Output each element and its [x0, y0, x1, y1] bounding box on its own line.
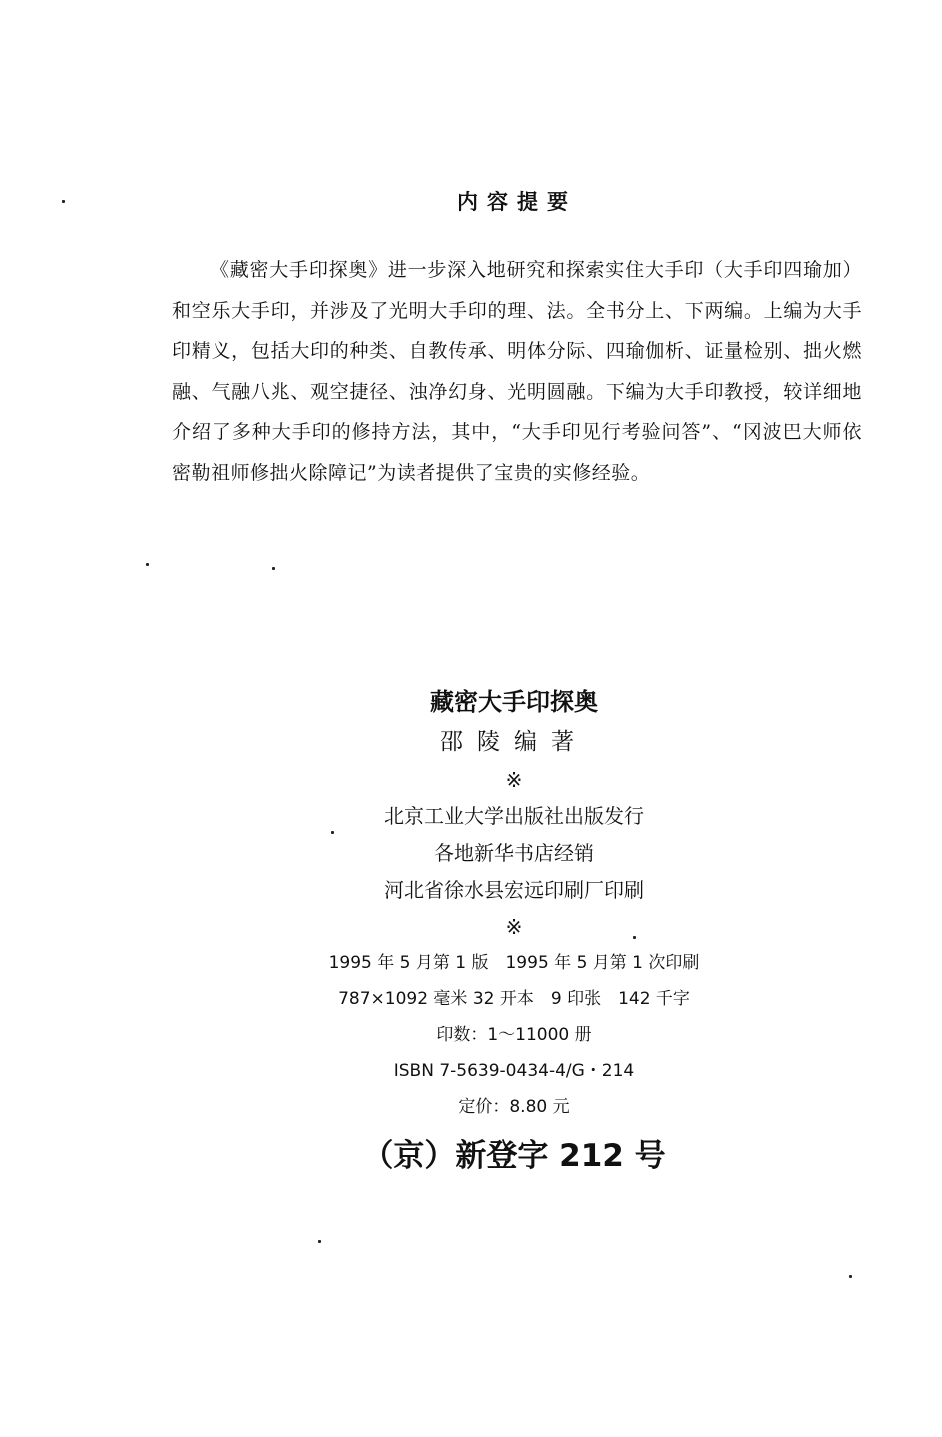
separator-mark: ※ — [505, 768, 523, 792]
registration-number: （京）新登字 212 号 — [362, 1138, 666, 1174]
scan-speck — [633, 936, 636, 939]
separator-mark: ※ — [505, 915, 523, 939]
publisher: 北京工业大学出版社出版发行 — [384, 804, 644, 828]
format-info: 787×1092 毫米 32 开本 9 印张 142 千字 — [338, 989, 690, 1009]
scan-speck — [331, 831, 334, 834]
printer: 河北省徐水县宏远印刷厂印刷 — [384, 878, 644, 902]
distributor: 各地新华书店经销 — [434, 841, 594, 865]
edition-info: 1995 年 5 月第 1 版 1995 年 5 月第 1 次印刷 — [328, 953, 700, 973]
scan-speck — [272, 567, 275, 570]
colophon — [0, 682, 942, 1183]
price: 定价：8.80 元 — [458, 1097, 570, 1117]
scan-speck — [318, 1240, 321, 1243]
print-run: 印数：1～11000 册 — [436, 1025, 592, 1045]
isbn: ISBN 7-5639-0434-4/G・214 — [393, 1061, 635, 1081]
book-title: 藏密大手印探奥 — [430, 688, 598, 716]
scan-speck — [146, 563, 149, 566]
summary-heading: 内容提要 — [457, 190, 577, 214]
author: 邵陵编著 — [440, 729, 588, 755]
scan-speck — [62, 200, 65, 203]
scan-speck — [849, 1275, 852, 1278]
summary-paragraph: 《藏密大手印探奥》进一步深入地研究和探索实住大手印（大手印四瑜加）和空乐大手印，并涉及了光明大手印的理、法。全书分上、下两编。上编为大手印精义，包括大印的种类、自教传承、明体分际、四瑜伽析、证量检别、拙火燃融、气融八兆、观空捷径、浊净幻身、光明圆融。下编为大手印教授，较详细地介绍了多种大手印的修持方法，其中，“大手印见行考验问答”、“冈波巴大师依密勒祖师修拙火除障记”为读者提供了宝贵的实修经验。 — [172, 259, 862, 484]
